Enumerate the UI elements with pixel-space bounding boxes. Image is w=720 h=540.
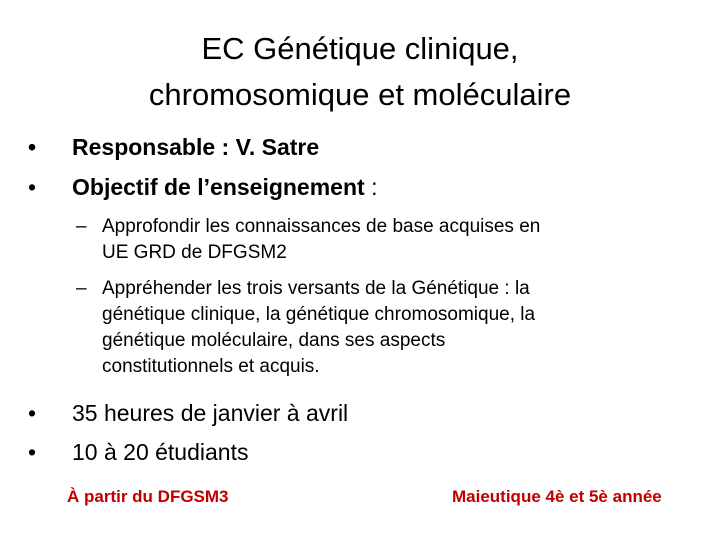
text-line: Approfondir les connaissances de base acquises en [102,216,541,237]
dash-marker: – [76,278,87,299]
bullet-marker: • [28,174,37,200]
footer-left-note: À partir du DFGSM3 [67,487,229,506]
objectif-label: Objectif de l’enseignement [72,174,365,200]
bullet-marker: • [28,134,37,160]
bullet-students [28,437,248,467]
bullet-objectif [28,172,377,202]
text-line: génétique clinique, la génétique chromosomique, la [102,304,536,325]
sub-bullet-text [102,276,676,380]
sub-bullet-approfondir [76,214,676,266]
title-line-1: EC Génétique clinique, [201,31,519,66]
bullet-marker: • [28,400,37,426]
objectif-suffix: : [364,174,378,200]
responsable-text: Responsable : V. Satre [72,134,320,160]
sub-bullet-apprehender [76,276,676,380]
footer-right-note: Maieutique 4è et 5è année [452,487,662,506]
text-line: Appréhender les trois versants de la Génétique : la [102,278,530,299]
dash-marker: – [76,216,87,237]
text-line: UE GRD de DFGSM2 [102,242,287,263]
sub-bullet-text [102,214,676,266]
bullet-hours [28,398,348,428]
bullet-responsable [28,132,319,162]
text-line: génétique moléculaire, dans ses aspects [102,330,446,351]
hours-text: 35 heures de janvier à avril [72,400,349,426]
students-text: 10 à 20 étudiants [72,439,249,465]
text-line: constitutionnels et acquis. [102,356,320,377]
title-line-2: chromosomique et moléculaire [148,77,572,112]
bullet-marker: • [28,439,37,465]
